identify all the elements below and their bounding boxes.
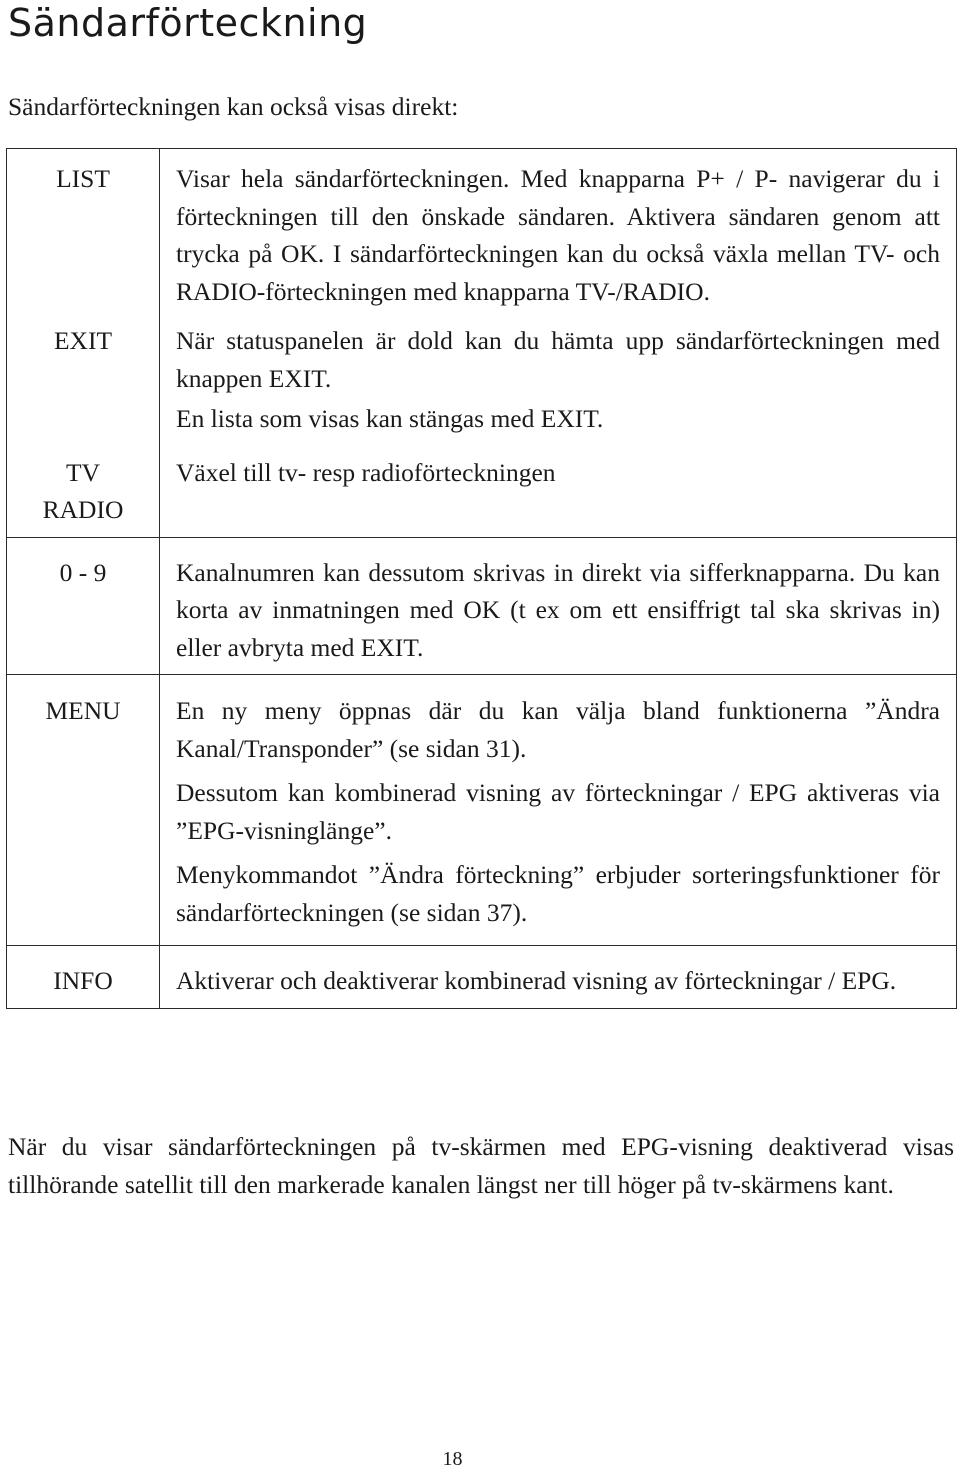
description-paragraph: Menykommandot ”Ändra förteckning” erbjuder sorteringsfunktioner för sändarförteckningen (se sidan 37).: [176, 860, 940, 927]
description-paragraph: Växel till tv- resp radioförteckningen: [176, 457, 556, 487]
table-row-digits: [7, 537, 957, 675]
desc-cell-exit: [160, 318, 957, 438]
desc-cell-list: [160, 149, 957, 319]
table-row-exit: [7, 318, 957, 438]
description-paragraph: En ny meny öppnas där du kan välja bland funktionerna ”Ändra Kanal/Transponder” (se sidan 31).: [176, 696, 940, 763]
description-paragraph: Kanalnumren kan dessutom skrivas in direkt via sifferknapparna. Du kan korta av inmatningen med OK (t ex om ett ensiffrigt tal ska skrivas in) eller avbryta med EXIT.: [176, 557, 940, 662]
page-title: Sändarförteckning: [8, 1, 368, 45]
description-paragraph: Aktiverar och deaktiverar kombinerad visning av förteckningar / EPG.: [176, 966, 897, 995]
key-cell-digits: [7, 537, 160, 675]
key-label: EXIT: [53, 326, 113, 355]
table-row-tv-radio: [7, 438, 957, 538]
desc-cell-digits: [160, 537, 957, 675]
desc-cell-tv-radio: [160, 438, 957, 538]
key-cell-tv-radio: [7, 438, 160, 538]
key-cell-menu: [7, 675, 160, 946]
page-number: 18: [442, 1448, 463, 1470]
footer-paragraph: När du visar sändarförteckningen på tv-skärmen med EPG-visning deaktiverad visas tillhörande satellit till den markerade kanalen längst ner till höger på tv-skärmens kant.: [8, 1132, 954, 1199]
key-label: TV: [66, 457, 100, 487]
table-row-list: [7, 149, 957, 319]
table-row-menu: [7, 675, 957, 946]
description-paragraph: Dessutom kan kombinerad visning av förteckningar / EPG aktiveras via ”EPG-visninglänge”.: [176, 778, 940, 845]
table-row-info: [7, 946, 957, 1009]
desc-cell-info: [160, 946, 957, 1009]
description-paragraph: En lista som visas kan stängas med EXIT.: [176, 404, 604, 433]
key-label: RADIO: [42, 495, 124, 524]
description-paragraph: När statuspanelen är dold kan du hämta upp sändarförteckningen med knappen EXIT.: [176, 326, 940, 393]
key-label: INFO: [53, 966, 113, 995]
desc-cell-menu: [160, 675, 957, 946]
key-cell-list: [7, 149, 160, 319]
intro-text: Sändarförteckningen kan också visas direkt:: [8, 92, 459, 121]
description-paragraph: Visar hela sändarförteckningen. Med knapparna P+ / P- navigerar du i förteckningen till den önskade sändaren. Aktivera sändaren genom att trycka på OK. I sändarförteckningen kan du också växla mellan TV- och RADIO-förteckningen med knapparna TV-/RADIO.: [176, 164, 940, 306]
key-cell-exit: [7, 318, 160, 438]
key-cell-info: [7, 946, 160, 1009]
key-label: LIST: [56, 164, 110, 193]
key-label: MENU: [45, 696, 121, 725]
key-label: 0 - 9: [59, 557, 107, 587]
command-table: [6, 148, 957, 1009]
